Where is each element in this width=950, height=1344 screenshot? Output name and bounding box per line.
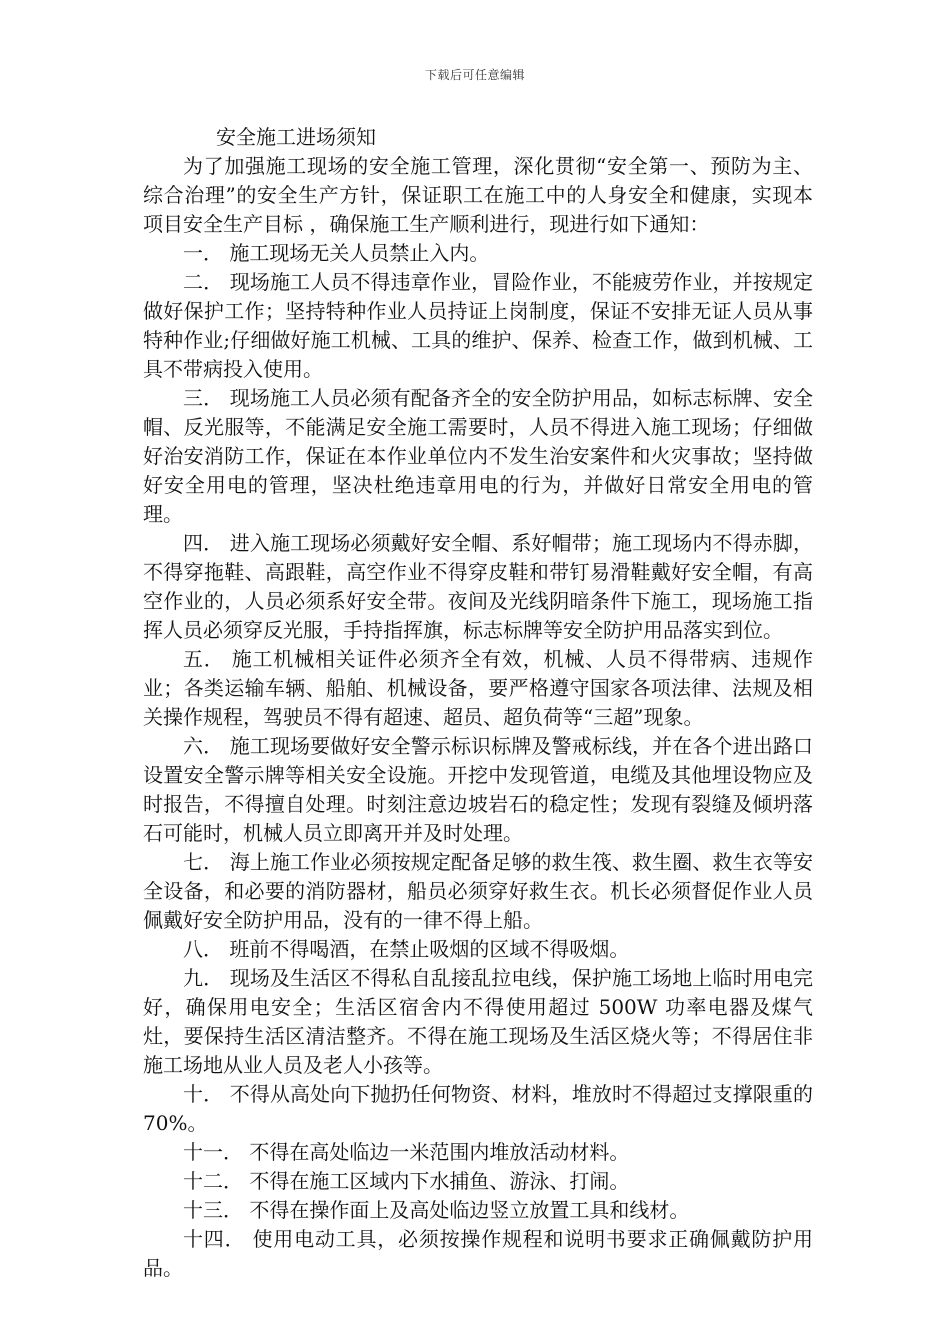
document-body — [143, 123, 813, 1283]
rule-12: 十二． 不得在施工区域内下水捕鱼、游泳、打闹。 — [183, 1169, 630, 1193]
rule-5: 五． 施工机械相关证件必须齐全有效，机械、人员不得带病、违规作业；各类运输车辆、船舶、机械设备，要严格遵守国家各项法律、法规及相关操作规程，驾驶员不得有超速、超员、超负荷等“三超”现象。 — [143, 647, 813, 729]
rule-1: 一． 施工现场无关人员禁止入内。 — [183, 241, 490, 265]
rule-2: 二． 现场施工人员不得违章作业，冒险作业，不能疲劳作业，并按规定做好保护工作；坚持特种作业人员持证上岗制度，保证不安排无证人员从事特种作业;仔细做好施工机械、工具的维护、保养、检查工作，做到机械、工具不带病投入使用。 — [143, 270, 813, 381]
rule-9: 九． 现场及生活区不得私自乱接乱拉电线，保护施工场地上临时用电完好，确保用电安全；生活区宿舍内不得使用超过 500W 功率电器及煤气灶，要保持生活区清洁整齐。不得在施工现场及生活区烧火等；不得居住非施工场地从业人员及老人小孩等。 — [143, 966, 813, 1077]
rule-4: 四． 进入施工现场必须戴好安全帽、系好帽带；施工现场内不得赤脚，不得穿拖鞋、高跟鞋，高空作业不得穿皮鞋和带钉易滑鞋戴好安全帽，有高空作业的，人员必须系好安全带。夜间及光线阴暗条件下施工，现场施工指挥人员必须穿反光服，手持指挥旗，标志标牌等安全防护用品落实到位。 — [143, 531, 813, 642]
rule-3: 三． 现场施工人员必须有配备齐全的安全防护用品，如标志标牌、安全帽、反光服等，不能满足安全施工需要时，人员不得进入施工现场；仔细做好治安消防工作，保证在本作业单位内不发生治安案件和火灾事故；坚持做好安全用电的管理，坚决杜绝违章用电的行为，并做好日常安全用电的管理。 — [143, 386, 813, 526]
page-header: 下载后可任意编辑 — [424, 68, 525, 82]
rule-14: 十四． 使用电动工具，必须按操作规程和说明书要求正确佩戴防护用品。 — [143, 1227, 813, 1280]
intro-paragraph: 为了加强施工现场的安全施工管理，深化贯彻“安全第一、预防为主、综合治理”的安全生产方针，保证职工在施工中的人身安全和健康，实现本项目安全生产目标 ，确保施工生产顺利进行，现进行如下通知： — [143, 154, 813, 236]
rule-7: 七． 海上施工作业必须按规定配备足够的救生筏、救生圈、救生衣等安全设备，和必要的消防器材，船员必须穿好救生衣。机长必须督促作业人员佩戴好安全防护用品，没有的一律不得上船。 — [143, 850, 813, 932]
rule-8: 八． 班前不得喝酒，在禁止吸烟的区域不得吸烟。 — [183, 937, 630, 961]
rule-11: 十一． 不得在高处临边一米范围内堆放活动材料。 — [183, 1140, 630, 1164]
rule-6: 六． 施工现场要做好安全警示标识标牌及警戒标线，并在各个进出路口设置安全警示牌等相关安全设施。开挖中发现管道，电缆及其他埋设物应及时报告，不得擅自处理。时刻注意边坡岩石的稳定性；发现有裂缝及倾坍落石可能时，机械人员立即离开并及时处理。 — [143, 734, 813, 845]
rule-13: 十三． 不得在操作面上及高处临边竖立放置工具和线材。 — [183, 1198, 690, 1222]
rule-10: 十． 不得从高处向下抛扔任何物资、材料，堆放时不得超过支撑限重的 70%。 — [143, 1082, 813, 1135]
document-title: 安全施工进场须知 — [216, 125, 376, 149]
